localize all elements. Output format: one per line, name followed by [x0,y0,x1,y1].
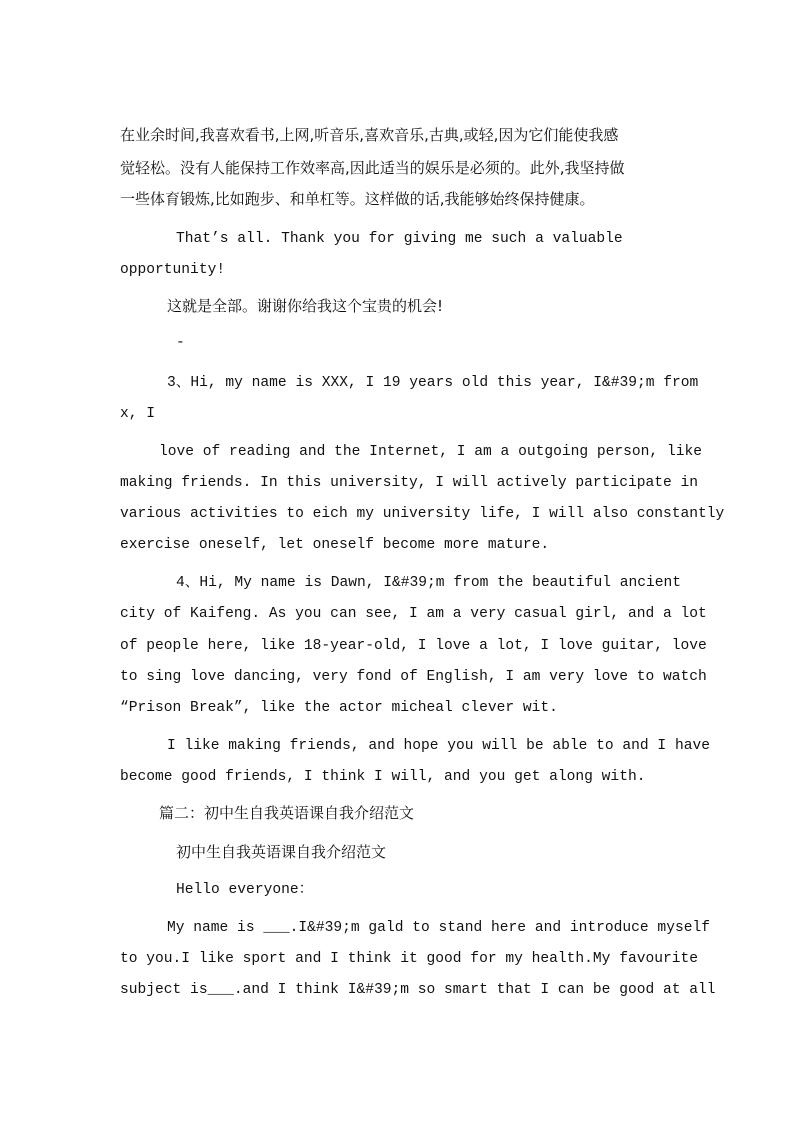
paragraph-line: 在业余时间,我喜欢看书,上网,听音乐,喜欢音乐,古典,或轻,因为它们能使我感 [120,126,619,144]
paragraph-line: 这就是全部。谢谢你给我这个宝贵的机会! [167,297,444,315]
paragraph-line: That’s all. Thank you for giving me such a valuable [176,231,623,247]
separator-dash: - [176,335,185,351]
paragraph-line: My name is ___.I&#39;m gald to stand here and introduce myself [167,920,710,936]
paragraph-line: 一些体育锻炼,比如跑步、和单杠等。这样做的话,我能够始终保持健康。 [120,190,595,208]
paragraph-line: become good friends, I think I will, and you get along with. [120,769,646,785]
paragraph-line: 4、Hi, My name is Dawn, I&#39;m from the beautiful ancient [176,575,682,591]
paragraph-line: 觉轻松。没有人能保持工作效率高,因此适当的娱乐是必须的。此外,我坚持做 [120,159,625,177]
paragraph-line: to sing love dancing, very fond of English, I am very love to watch [120,669,707,685]
section-subtitle: 初中生自我英语课自我介绍范文 [176,843,387,861]
paragraph-line: I like making friends, and hope you will be able to and I have [167,738,710,754]
paragraph-line: subject is___.and I think I&#39;m so smart that I can be good at all [120,982,716,998]
paragraph-line: making friends. In this university, I will actively participate in [120,475,699,491]
paragraph-line: 3、Hi, my name is XXX, I 19 years old this year, I&#39;m from [167,375,699,391]
section-heading: 篇二：初中生自我英语课自我介绍范文 [159,804,415,822]
paragraph-line: x, I [120,406,156,422]
paragraph-line: exercise oneself, let oneself become more mature. [120,537,550,553]
paragraph-line: various activities to eich my university life, I will also constantly [120,506,725,522]
paragraph-line: city of Kaifeng. As you can see, I am a very casual girl, and a lot [120,606,707,622]
paragraph-line: opportunity! [120,262,226,278]
paragraph-line: to you.I like sport and I think it good for my health.My favourite [120,951,699,967]
paragraph-line: love of reading and the Internet, I am a outgoing person, like [159,444,702,460]
paragraph-line: Hello everyone： [176,882,314,898]
paragraph-line: of people here, like 18-year-old, I love a lot, I love guitar, love [120,638,707,654]
paragraph-line: “Prison Break”, like the actor micheal clever wit. [120,700,558,716]
